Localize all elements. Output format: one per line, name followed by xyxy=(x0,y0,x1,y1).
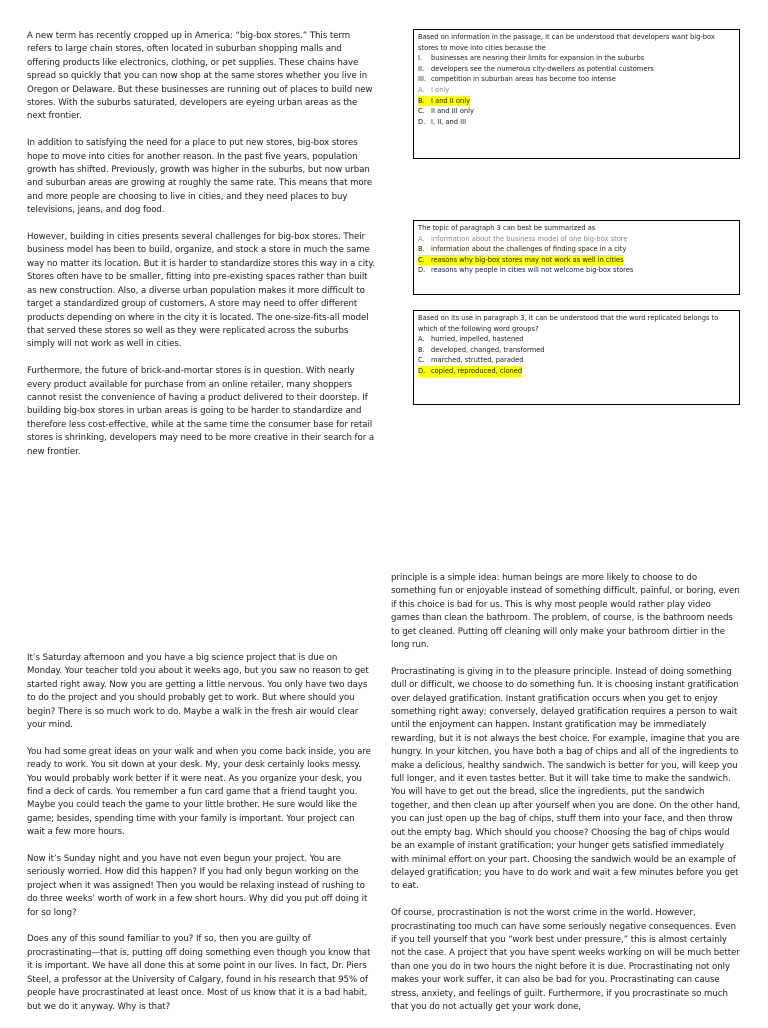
option-text: I only xyxy=(431,85,450,94)
answer-option-a[interactable] xyxy=(418,234,735,245)
question-stem: Based on its use in paragraph 3, it can be understood that the word replicated belongs to which of the following word groups? xyxy=(418,314,719,333)
statement-item xyxy=(418,53,735,64)
passage-procrastination-left-column xyxy=(27,652,371,1027)
answer-option-d[interactable] xyxy=(418,265,735,276)
paragraph: Procrastinating is giving in to the pleasure principle. Instead of doing something dull or difficult, we choose to do something fun. It is choosing instant gratification over delayed gratification. Instant gratification occurs when you get to enjoy something right away; conversely, delayed gratification requires a person to wait until the enjoyment can happen. Instant gratification may be immediately rewarding, but it is not always the best choice. For example, imagine that you are hungry. In your kitchen, you have both a bag of chips and all of the ingredients to make a delicious, healthy sandwich. The sandwich is better for you, will keep you full longer, and it even tastes better. But it will take time to make the sandwich. You will have to get out the bread, slice the ingredients, put the sandwich together, and then clean up after yourself when you are done. On the other hand, you can just open up the bag of chips, stuff them into your face, and then throw out the empty bag. Which should you choose? Choosing the bag of chips would be an example of instant gratification; your hunger gets satisfied immediately with minimal effort on your part. Choosing the sandwich would be an example of delayed gratification; you have to do work and wait a few minutes before you get to eat. xyxy=(391,666,741,892)
option-text: marched, strutted, paraded xyxy=(431,356,524,365)
statement-item xyxy=(418,74,735,85)
answer-option-d[interactable] xyxy=(418,117,735,128)
option-label: A. xyxy=(418,234,425,243)
option-text: I, II, and III xyxy=(431,117,467,126)
option-text: information about the challenges of finding space in a city xyxy=(431,245,627,254)
answer-option-b[interactable] xyxy=(418,244,735,255)
option-text: copied, reproduced, cloned xyxy=(431,366,523,375)
paragraph: Does any of this sound familiar to you? If so, then you are guilty of procrastinating—that is, putting off doing something even though you know that it is important. We have all done this at some point in our lives. In fact, Dr. Piers Steel, a professor at the University of Calgary, found in his research that 95% of people have procrastinated at least once. Most of us know that it is a bad habit, but we do it anyway. Why is that? xyxy=(27,934,371,1012)
question-stem: Based on information in the passage, it can be understood that developers want big-box stores to move into cities because the xyxy=(418,33,715,52)
option-label: D. xyxy=(418,366,426,375)
paragraph: It’s Saturday afternoon and you have a big science project that is due on Monday. Your teacher told you about it weeks ago, but you saw no reason to get started right away. Now you are getting a little nervous. You only have two days to do the project and you should probably get to work. But where should you begin? There is so much work to do. Maybe a walk in the fresh air would clear your mind. xyxy=(27,653,369,731)
statement-label: II. xyxy=(418,64,425,73)
answer-option-b[interactable] xyxy=(418,96,735,107)
option-label: B. xyxy=(418,345,425,354)
option-label: D. xyxy=(418,117,426,126)
question-stem: The topic of paragraph 3 can best be summarized as xyxy=(418,224,596,232)
statement-item xyxy=(418,64,735,75)
statement-text: businesses are nearing their limits for expansion in the suburbs xyxy=(431,54,645,63)
paragraph: Now it’s Sunday night and you have not even begun your project. You are seriously worried. How did this happen? If you had only begun working on the project when it was assigned! Then you would be relaxing instead of rushing to do three weeks’ worth of work in a few short hours. Why did you put off doing it for so long? xyxy=(27,854,368,918)
passage-big-box-stores xyxy=(27,30,377,472)
option-label: A. xyxy=(418,85,425,94)
option-text: reasons why big-box stores may not work as well in cities xyxy=(431,255,624,264)
paragraph: principle is a simple idea: human beings are more likely to choose to do something fun or enjoyable instead of something difficult, painful, or boring, even if this choice is bad for us. This is why most people would rather play video games than clean the bathroom. The problem, of course, is the bathroom needs to get cleaned. Putting off cleaning will only make your bathroom dirtier in the long run. xyxy=(391,573,740,651)
option-text: reasons why people in cities will not welcome big-box stores xyxy=(431,266,634,275)
answer-option-c[interactable] xyxy=(418,355,735,366)
option-label: B. xyxy=(418,245,425,254)
answer-option-a[interactable] xyxy=(418,85,735,96)
option-text: I and II only xyxy=(431,96,471,105)
paragraph: In addition to satisfying the need for a place to put new stores, big-box stores hope to move into cities for another reason. In the past five years, population growth has shifted. Previously, growth was higher in the suburbs, but now urban and suburban areas are growing at roughly the same rate. This means that more and more people are choosing to live in cities, and they need places to buy televisions, jeans, and dog food. xyxy=(27,138,373,216)
question-box-2 xyxy=(413,220,740,295)
paragraph: A new term has recently cropped up in America: “big-box stores.” This term refers to large chain stores, often located in suburban shopping malls and offering products like electronics, clothing, or pet supplies. These chains have spread so quickly that you can now shop at the same stores whether you live in Oregon or Delaware. But these businesses are running out of places to build new stores. With the suburbs saturated, developers are eyeing urban areas as the next frontier. xyxy=(27,31,373,122)
answer-option-d[interactable] xyxy=(418,366,735,377)
statement-label: I. xyxy=(418,54,423,63)
option-text: II and III only xyxy=(431,107,474,116)
paragraph: However, building in cities presents several challenges for big-box stores. Their business model has been to build, organize, and stock a store in much the same way no matter its location. But it is harder to standardize stores this way in a city. Stores often have to be smaller, fitting into pre-existing spaces rather than built as new construction. Also, a diverse urban population makes it more difficult to target a standardized group of customers. A store may need to offer different products depending on where in the city it is located. The one-size-fits-all model that served these stores so well as they were replicated across the suburbs simply will not work as well in cities. xyxy=(27,232,375,350)
answer-option-a[interactable] xyxy=(418,334,735,345)
paragraph: Of course, procrastination is not the worst crime in the world. However, procrastinating too much can have some seriously negative consequences. Even if you tell yourself that you “work best under pressure,” this is almost certainly not the case. A project that you have spent weeks working on will be much better than one you do in two hours the night before it is due. Procrastinating not only makes your work suffer, it can also be bad for you. Procrastinating can cause stress, anxiety, and feelings of guilt. Furthermore, if you procrastinate so much that you do not actually get your work done, xyxy=(391,908,740,1012)
option-label: B. xyxy=(418,96,425,105)
question-box-3 xyxy=(413,310,740,405)
option-text: developed, changed, transformed xyxy=(431,345,545,354)
option-text: hurried, impelled, hastened xyxy=(431,335,524,344)
option-label: C. xyxy=(418,356,425,365)
question-box-1 xyxy=(413,29,740,159)
statement-text: competition in suburban areas has become too intense xyxy=(431,75,616,84)
statement-text: developers see the numerous city-dwellers as potential customers xyxy=(431,64,654,73)
statement-label: III. xyxy=(418,75,427,84)
option-label: A. xyxy=(418,335,425,344)
option-text: information about the business model of one big-box store xyxy=(431,234,628,243)
answer-option-c[interactable] xyxy=(418,255,735,266)
answer-option-b[interactable] xyxy=(418,345,735,356)
paragraph: You had some great ideas on your walk and when you come back inside, you are ready to work. You sit down at your desk. My, your desk certainly looks messy. You would probably work better if it were neat. As you organize your desk, you find a deck of cards. You remember a fun card game that a friend taught you. Maybe you could teach the game to your little brother. He sure would like the game; besides, spending time with your family is important. Your project can wait a few more hours. xyxy=(27,746,371,838)
passage-procrastination-right-column xyxy=(391,572,741,1028)
answer-option-c[interactable] xyxy=(418,106,735,117)
option-label: C. xyxy=(418,107,425,116)
option-label: C. xyxy=(418,255,425,264)
paragraph: Furthermore, the future of brick-and-mortar stores is in question. With nearly every product available for purchase from an online retailer, many shoppers cannot resist the convenience of having a product delivered to their doorstep. If building big-box stores in urban areas is going to be harder to standardize and therefore less cost-effective, while at the same time the consumer base for retail stores is shrinking, developers may need to be more creative in their search for a new frontier. xyxy=(27,366,375,457)
option-label: D. xyxy=(418,266,426,275)
